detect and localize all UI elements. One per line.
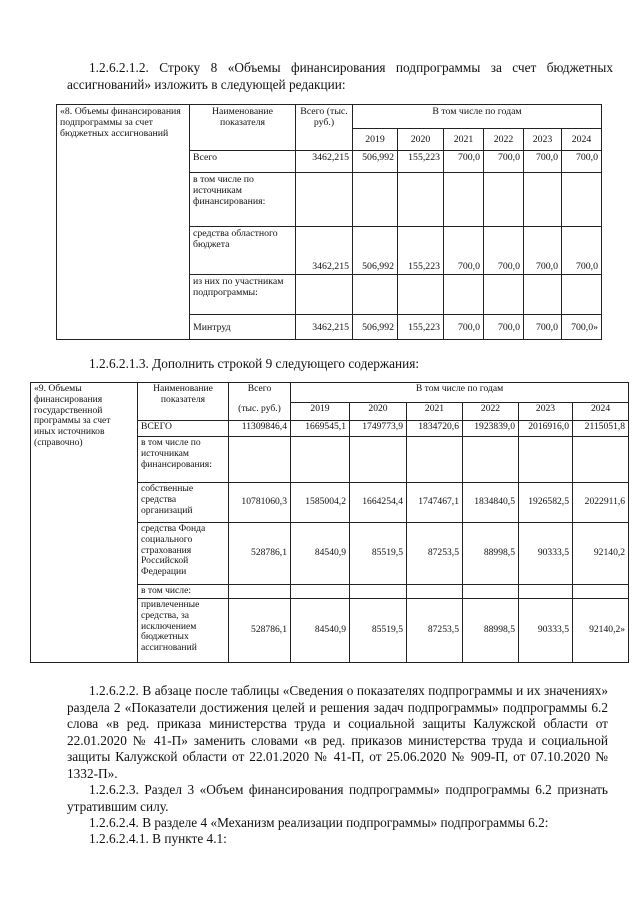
table8-cell-total: 3462,215 [296,151,353,173]
table9-cell: 1585004,2 [291,483,350,523]
table9-cell [350,585,407,599]
table8-cell: 700,0 [444,151,484,173]
table8-header-years-group: В том числе по годам [353,105,602,129]
table9-year-header: 2019 [291,403,350,421]
table8-cell: 506,992 [353,227,398,275]
table9-cell: 87253,5 [407,599,463,663]
table9-cell: 90333,5 [519,599,573,663]
table8-year-header: 2024 [562,129,602,151]
table8-cell: 700,0 [444,315,484,340]
table9-row-label-social-insurance-fund: средства Фонда социального страхования Российской Федерации [138,523,229,585]
table9-row-label-sources: в том числе по источникам финансирования: [138,437,229,483]
table8-cell-total [296,275,353,315]
table8-cell [398,275,444,315]
table9-header-total-unit: (тыс. руб.) [229,403,291,421]
table9-year-header: 2024 [573,403,629,421]
table9-cell [407,585,463,599]
table9-row-label-total: ВСЕГО [138,421,229,437]
table8-cell: 155,223 [398,227,444,275]
table9-year-header: 2020 [350,403,407,421]
table9-cell: 87253,5 [407,523,463,585]
table8-cell: 700,0 [562,227,602,275]
table9-cell: 1926582,5 [519,483,573,523]
table9-cell: 1923839,0 [463,421,519,437]
table8-cell [398,173,444,227]
table8-cell: 700,0 [484,315,524,340]
paragraph-1-2-6-2-1-2: 1.2.6.2.1.2. Строку 8 «Объемы финансирования подпрограммы за счет бюджетных ассигнований» изложить в следующей редакции: [67,60,613,92]
table8-cell: 700,0 [484,151,524,173]
table8-row-label: «8. Объемы финансирования подпрограммы за счет бюджетных ассигнований [57,105,190,340]
table8-year-header: 2021 [444,129,484,151]
table8-year-header: 2020 [398,129,444,151]
table8-cell: 700,0 [524,315,562,340]
table8-cell [524,173,562,227]
table9-header-years-group: В том числе по годам [291,383,629,403]
table9-cell [573,437,629,483]
table8-row-label-total: Всего [190,151,296,173]
table9-cell: 84540,9 [291,599,350,663]
table9-cell: 85519,5 [350,599,407,663]
table8-cell [444,275,484,315]
table9-year-header: 2021 [407,403,463,421]
table8-row-label-sources: в том числе по источникам финансирования: [190,173,296,227]
table9-cell [407,437,463,483]
table9-header-indicator: Наименование показателя [138,383,229,421]
table9-cell-total: 11309846,4 [229,421,291,437]
table8-cell: 700,0 [524,151,562,173]
table9-cell [519,437,573,483]
table8-cell: 700,0 [484,227,524,275]
table-row-8 [56,104,602,340]
table9-cell: 88998,5 [463,599,519,663]
table9-cell: 88998,5 [463,523,519,585]
table8-cell [484,275,524,315]
paragraph-1-2-6-2-4-1: 1.2.6.2.4.1. В пункте 4.1: [89,831,227,846]
table9-row-label-own-funds: собственные средства организаций [138,483,229,523]
table9-cell: 1664254,4 [350,483,407,523]
table9-cell-total: 10781060,3 [229,483,291,523]
table8-year-header: 2019 [353,129,398,151]
table9-cell [291,437,350,483]
table8-cell-total: 3462,215 [296,227,353,275]
table9-row-label-attracted-funds: привлеченные средства, за исключением бюджетных ассигнований [138,599,229,663]
table9-cell: 92140,2 [573,523,629,585]
table9-cell: 2016916,0 [519,421,573,437]
table9-cell-total [229,585,291,599]
table9-cell [519,585,573,599]
table9-year-header: 2023 [519,403,573,421]
table9-cell [463,585,519,599]
table8-cell [562,173,602,227]
table9-cell: 1834840,5 [463,483,519,523]
table9-cell-total: 528786,1 [229,599,291,663]
table8-row-label-mintrud: Минтруд [190,315,296,340]
table8-cell-total [296,173,353,227]
table9-cell: 90333,5 [519,523,573,585]
table9-cell: 1834720,6 [407,421,463,437]
table8-cell: 700,0 [444,227,484,275]
table9-cell: 84540,9 [291,523,350,585]
table8-header-indicator: Наименование показателя [190,105,296,151]
table8-cell [444,173,484,227]
table9-cell [350,437,407,483]
table9-cell [573,585,629,599]
table9-cell: 2022911,6 [573,483,629,523]
paragraph-1-2-6-2-3: 1.2.6.2.3. Раздел 3 «Объем финансирования подпрограммы» подпрограммы 6.2 признать утратившим силу. [67,782,608,814]
table8-cell: 700,0 [562,151,602,173]
table8-cell: 506,992 [353,151,398,173]
table9-cell: 2115051,8 [573,421,629,437]
table9-cell-total: 528786,1 [229,523,291,585]
table8-cell: 506,992 [353,315,398,340]
table8-cell: 700,0 [524,227,562,275]
table8-row-label-regional-budget: средства областного бюджета [190,227,296,275]
table9-cell: 1749773,9 [350,421,407,437]
table9-cell: 1669545,1 [291,421,350,437]
table8-cell-total: 3462,215 [296,315,353,340]
table8-cell [353,275,398,315]
table8-cell [524,275,562,315]
table9-cell-total [229,437,291,483]
table9-header-total: Всего [229,383,291,403]
table9-cell [291,585,350,599]
table8-cell [484,173,524,227]
paragraph-1-2-6-2-2: 1.2.6.2.2. В абзаце после таблицы «Сведения о показателях подпрограммы и их значениях» раздела 2 «Показатели достижения целей и решения задач подпрограммы» подпрограммы 6.2 слова «в ред. приказа министерства труда и социальной защиты Калужской области от 22.01.2020 № 41-П» заменить словами «в ред. приказов министерства труда и социальной защиты Калужской области от 22.01.2020 № 41-П, от 25.06.2020 № 909-П, от 07.10.2020 № 1332-П». [67,683,608,781]
table9-cell: 85519,5 [350,523,407,585]
table8-year-header: 2023 [524,129,562,151]
table8-cell: 155,223 [398,151,444,173]
paragraph-1-2-6-2-1-3: 1.2.6.2.1.3. Дополнить строкой 9 следующего содержания: [89,356,420,371]
table8-header-total: Всего (тыс. руб.) [296,105,353,151]
table9-cell: 92140,2» [573,599,629,663]
paragraph-1-2-6-2-4: 1.2.6.2.4. В разделе 4 «Механизм реализации подпрограммы» подпрограммы 6.2: [89,815,549,830]
table8-cell [353,173,398,227]
table8-cell: 700,0» [562,315,602,340]
table9-cell [463,437,519,483]
table9-row-label: «9. Объемы финансирования государственной программы за счет иных источников (справочно) [31,383,138,663]
table9-row-label-including: в том числе: [138,585,229,599]
table8-year-header: 2022 [484,129,524,151]
table8-row-label-participants: из них по участникам подпрограммы: [190,275,296,315]
table9-cell: 1747467,1 [407,483,463,523]
table-row-9 [30,382,629,663]
table8-cell: 155,223 [398,315,444,340]
table9-year-header: 2022 [463,403,519,421]
table8-cell [562,275,602,315]
